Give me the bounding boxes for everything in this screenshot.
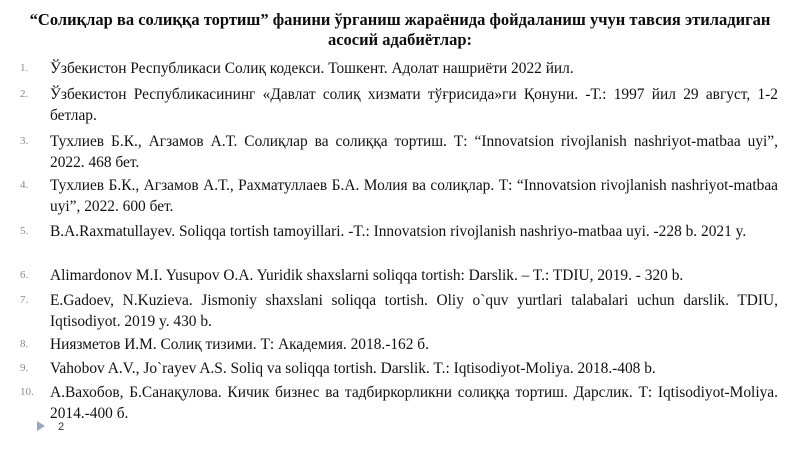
list-item-number: 3. <box>20 135 29 147</box>
list-item-text: B.A.Raxmatullayev. Soliqqa tortish tamoyillari. -T.: Innovatsion rivojlanish nashriyo-matbaa uyi. -228 b. 2021 y. <box>50 223 747 240</box>
slide-title-line-1: “Солиқлар ва солиққа тортиш” фанини ўрганиш жараёнида фойдаланиш учун тавсия этиладиган <box>29 10 771 29</box>
list-item-text: Ўзбекистон Республикаси Солиқ кодекси. Тошкент. Адолат нашриёти 2022 йил. <box>50 60 574 77</box>
list-item-text: Vahobov A.V., Jo`rayev A.S. Soliq va soliqqa tortish. Darslik. T.: Iqtisodiyot-Moliya. 2018.-408 b. <box>50 360 656 377</box>
list-item-text: Тухлиев Б.К., Агзамов А.Т., Рахматуллаев Б.А. Молия ва солиқлар. Т: “Innovatsion rivojlanish nashriyot-matbaa uyi”, 2022. 600 бет. <box>50 177 778 215</box>
list-item-text: E.Gadoev, N.Kuzieva. Jismoniy shaxslani soliqqa tortish. Oliy o`quv yurtlari talabalari uchun darslik. TDIU, Iqtisodiyot. 2019 y. 430 b. <box>50 292 778 330</box>
list-item-number: 8. <box>20 338 29 350</box>
page-marker-icon <box>36 420 46 432</box>
list-item-text: А.Вахобов, Б.Санақулова. Кичик бизнес ва тадбиркорликни солиққа тортиш. Дарслик. Т: Iqtisodiyot-Moliya. 2014.-400 б. <box>50 384 778 422</box>
list-item-number: 9. <box>20 362 29 374</box>
slide-title-line-2: асосий адабиётлар: <box>327 30 473 49</box>
list-item-text: Ўзбекистон Республикасининг «Давлат солиқ хизмати тўғрисида»ги Қонуни. -Т.: 1997 йил 29 август, 1-2 бетлар. <box>50 86 778 124</box>
list-item-number: 5. <box>20 225 29 237</box>
list-item-number: 10. <box>20 386 34 398</box>
list-item-number: 4. <box>20 179 29 191</box>
list-item-number: 7. <box>20 294 29 306</box>
list-item-number: 2. <box>20 88 29 100</box>
list-item-text: Alimardonov M.I. Yusupov O.A. Yuridik shaxslarni soliqqa tortish: Darslik. – T.: TDIU, 2019. - 320 b. <box>50 267 684 284</box>
page-number: 2 <box>58 421 65 433</box>
list-item-number: 1. <box>20 62 29 74</box>
list-item-text: Тухлиев Б.К., Агзамов А.Т. Солиқлар ва солиққа тортиш. Т: “Innovatsion rivojlanish nashriyot-matbaa uyi”, 2022. 468 бет. <box>50 133 778 171</box>
list-item-text: Ниязметов И.М. Солиқ тизими. Т: Академия. 2018.-162 б. <box>50 336 429 353</box>
list-item-number: 6. <box>20 269 29 281</box>
slide-title <box>14 10 786 50</box>
